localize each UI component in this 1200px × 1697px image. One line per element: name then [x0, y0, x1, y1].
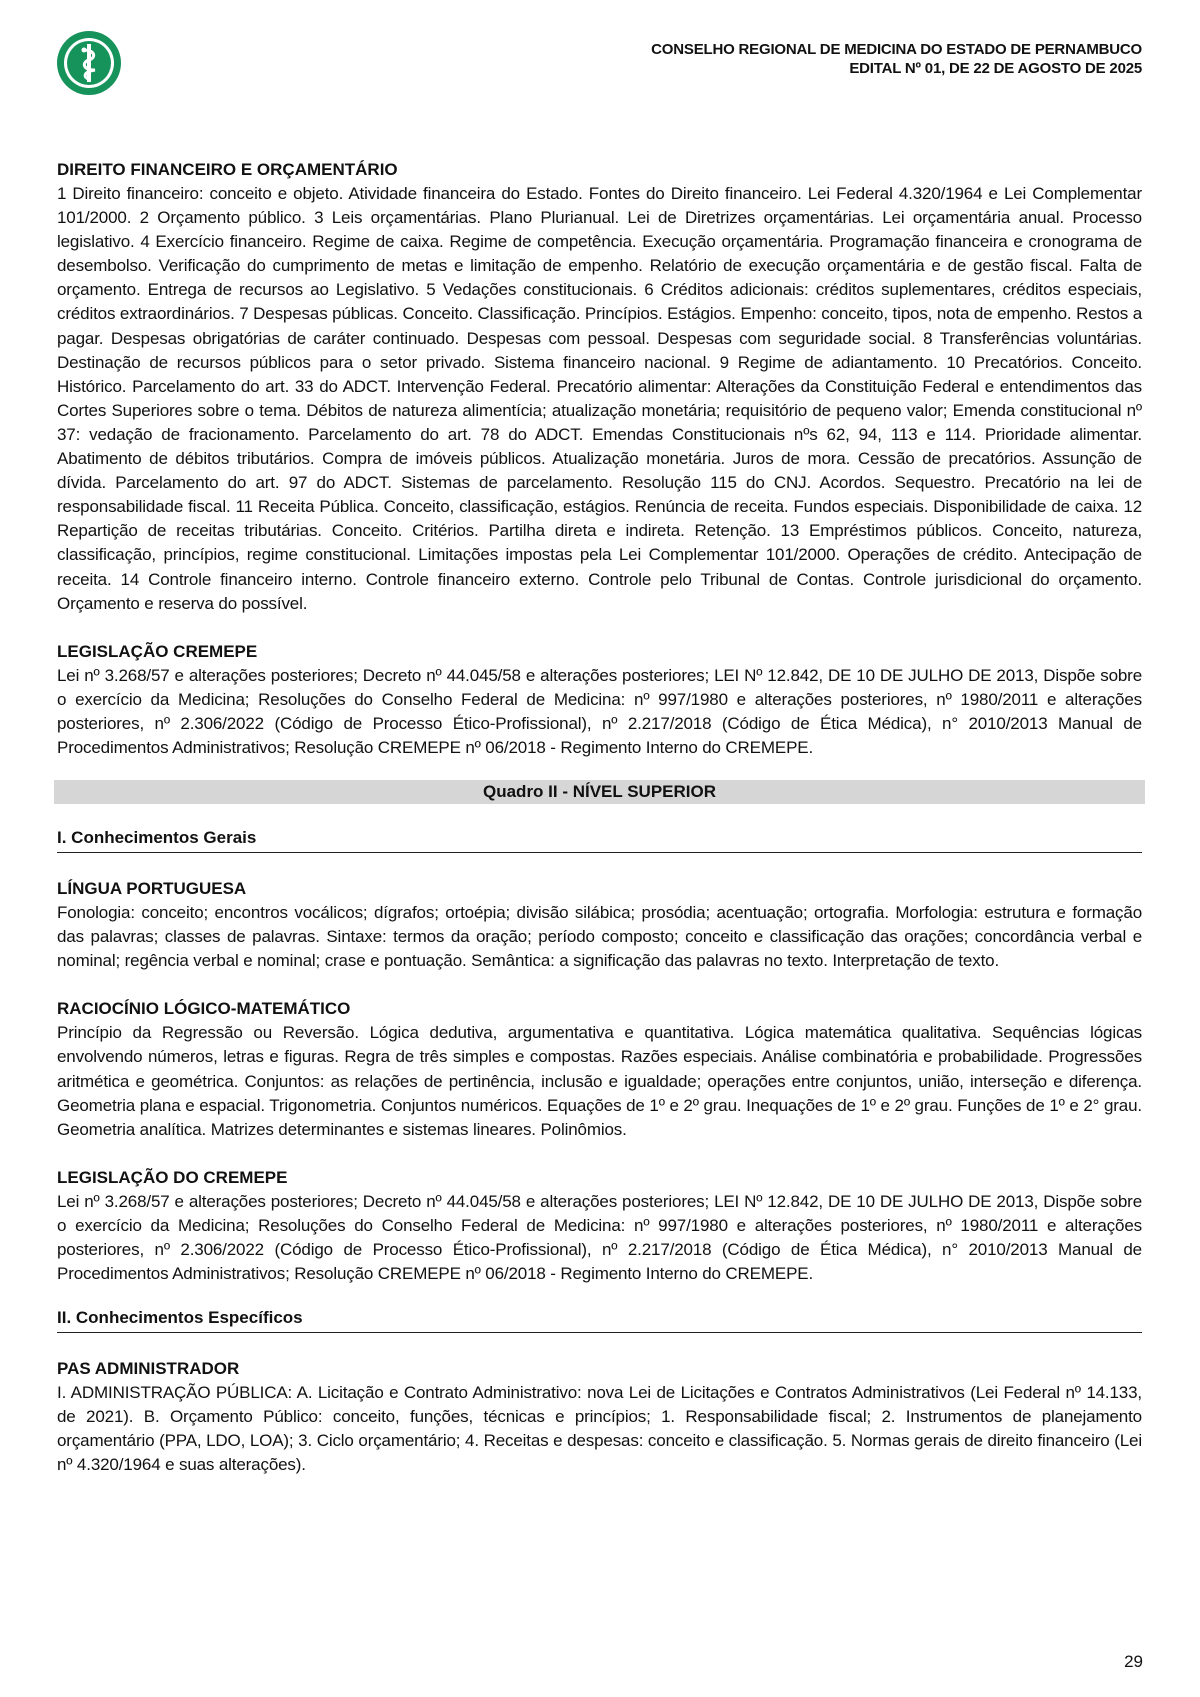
- cremepe-logo: [56, 30, 122, 96]
- page-number: 29: [1124, 1652, 1143, 1671]
- section-body-direito-financeiro: 1 Direito financeiro: conceito e objeto. Atividade financeira do Estado. Fontes do Direito financeiro. Lei Federal 4.320/1964 e Lei Complementar 101/2000. 2 Orçamento público. 3 Leis orçamentárias. Plano Plurianual. Lei de Diretrizes orçamentárias. Lei orçamentária anual. Processo legislativo. 4 Exercício financeiro. Regime de caixa. Regime de competência. Execução orçamentária. Programação financeira e cronograma de desembolso. Verificação do cumprimento de metas e limitação de empenho. Relatório de execução orçamentária e de gestão fiscal. Falta de orçamento. Entrega de recursos ao Legislativo. 5 Vedações constitucionais. 6 Créditos adicionais: créditos suplementares, créditos especiais, créditos extraordinários. 7 Despesas públicas. Conceito. Classificação. Princípios. Estágios. Empenho: conceito, tipos, nota de empenho. Restos a pagar. Despesas obrigatórias de caráter continuado. Despesas com pessoal. Despesas com seguridade social. 8 Transferências voluntárias. Destinação de recursos públicos para o setor privado. Sistema financeiro nacional. 9 Regime de adiantamento. 10 Precatórios. Conceito. Histórico. Parcelamento do art. 33 do ADCT. Intervenção Federal. Precatório alimentar: Alterações da Constituição Federal e entendimentos das Cortes Superiores sobre o tema. Débitos de natureza alimentícia; atualização monetária; requisitório de pequeno valor; Emenda constitucional nº 37: vedação de fracionamento. Parcelamento do art. 78 do ADCT. Emendas Constitucionais nºs 62, 94, 113 e 114. Prioridade alimentar. Abatimento de débitos tributários. Compra de imóveis públicos. Atualização monetária. Juros de mora. Cessão de precatórios. Assunção de dívida. Parcelamento do art. 97 do ADCT. Sistemas de parcelamento. Resolução 115 do CNJ. Acordos. Sequestro. Precatório na lei de responsabilidade fiscal. 11 Receita Pública. Conceito, classificação, estágios. Renúncia de receita. Fundos especiais. Disponibilidade de caixa. 12 Repartição de receitas tributárias. Conceito. Critérios. Partilha direta e indireta. Retenção. 13 Empréstimos públicos. Conceito, natureza, classificação, princípios, regime constitucional. Limitações impostas pela Lei Complementar 101/2000. Operações de crédito. Antecipação de receita. 14 Controle financeiro interno. Controle financeiro externo. Controle pelo Tribunal de Contas. Controle jurisdicional do orçamento. Orçamento e reserva do possível.: [57, 184, 1142, 613]
- section-header-conhecimentos-gerais: I. Conhecimentos Gerais: [57, 826, 1142, 853]
- section-title-lingua-portuguesa: LÍNGUA PORTUGUESA: [57, 879, 247, 899]
- section-title-direito-financeiro: DIREITO FINANCEIRO E ORÇAMENTÁRIO: [57, 160, 398, 179]
- section-body-lingua-portuguesa: Fonologia: conceito; encontros vocálicos; dígrafos; ortoépia; divisão silábica; prosódia; acentuação; ortografia. Morfologia: estrutura e formação das palavras; classes de palavras. Sintaxe: termos da oração; período composto; conceito e classificação das orações; concordância verbal e nominal; regência verbal e nominal; crase e pontuação. Semântica: a significação das palavras no texto. Interpretação de texto.: [57, 903, 1142, 971]
- section-body-legislacao-do-cremepe: Lei nº 3.268/57 e alterações posteriores; Decreto nº 44.045/58 e alterações posteriores; LEI Nº 12.842, DE 10 DE JULHO DE 2013, Dispõe sobre o exercício da Medicina; Resoluções do Conselho Federal de Medicina: nº 997/1980 e alterações posteriores, nº 1980/2011 e alterações posteriores, nº 2.306/2022 (Código de Processo Ético-Profissional), nº 2.217/2018 (Código de Ética Médica), n° 2010/2013 Manual de Procedimentos Administrativos; Resolução CREMEPE nº 06/2018 - Regimento Interno do CREMEPE.: [57, 1191, 1142, 1284]
- section-header-conhecimentos-especificos: II. Conhecimentos Específicos: [57, 1306, 1142, 1333]
- section-body-raciocinio: Princípio da Regressão ou Reversão. Lógica dedutiva, argumentativa e quantitativa. Lógica matemática qualitativa. Sequências lógicas envolvendo números, letras e figuras. Regra de três simples e compostas. Razões especiais. Análise combinatória e probabilidade. Progressões aritmética e geométrica. Conjuntos: as relações de pertinência, inclusão e igualdade; operações entre conjuntos, união, interseção e diferença. Geometria plana e espacial. Trigonometria. Conjuntos numéricos. Equações de 1º e 2º grau. Inequações de 1º e 2º grau. Funções de 1º e 2° grau. Geometria analítica. Matrizes determinantes e sistemas lineares. Polinômios.: [57, 1023, 1142, 1139]
- header-org: CONSELHO REGIONAL DE MEDICINA DO ESTADO DE PERNAMBUCO: [651, 41, 1142, 58]
- section-title-raciocinio: RACIOCÍNIO LÓGICO-MATEMÁTICO: [57, 999, 351, 1019]
- section-body-legislacao-cremepe: Lei nº 3.268/57 e alterações posteriores; Decreto nº 44.045/58 e alterações posteriores; LEI Nº 12.842, DE 10 DE JULHO DE 2013, Dispõe sobre o exercício da Medicina; Resoluções do Conselho Federal de Medicina: nº 997/1980 e alterações posteriores, nº 1980/2011 e alterações posteriores, nº 2.306/2022 (Código de Processo Ético-Profissional), nº 2.217/2018 (Código de Ética Médica), n° 2010/2013 Manual de Procedimentos Administrativos; Resolução CREMEPE nº 06/2018 - Regimento Interno do CREMEPE.: [57, 665, 1142, 757]
- header-edital: EDITAL Nº 01, DE 22 DE AGOSTO DE 2025: [849, 60, 1142, 77]
- section-title-legislacao-do-cremepe: LEGISLAÇÃO DO CREMEPE: [57, 1167, 288, 1187]
- section-title-legislacao-cremepe: LEGISLAÇÃO CREMEPE: [57, 641, 258, 661]
- section-body-pas-administrador: I. ADMINISTRAÇÃO PÚBLICA: A. Licitação e Contrato Administrativo: nova Lei de Licitações e Contratos Administrativos (Lei Federal nº 14.133, de 2021). B. Orçamento Público: conceito, funções, técnicas e princípios; 1. Responsabilidade fiscal; 2. Instrumentos de planejamento orçamentário (PPA, LDO, LOA); 3. Ciclo orçamentário; 4. Receitas e despesas: conceito e classificação. 5. Normas gerais de direito financeiro (Lei nº 4.320/1964 e suas alterações).: [57, 1383, 1142, 1475]
- section-title-pas-administrador: PAS ADMINISTRADOR: [57, 1359, 240, 1379]
- document-body: [57, 158, 1142, 1478]
- quadro-band: Quadro II - NÍVEL SUPERIOR: [54, 780, 1145, 804]
- document-header: [651, 40, 1142, 78]
- caduceus-icon: [56, 30, 122, 96]
